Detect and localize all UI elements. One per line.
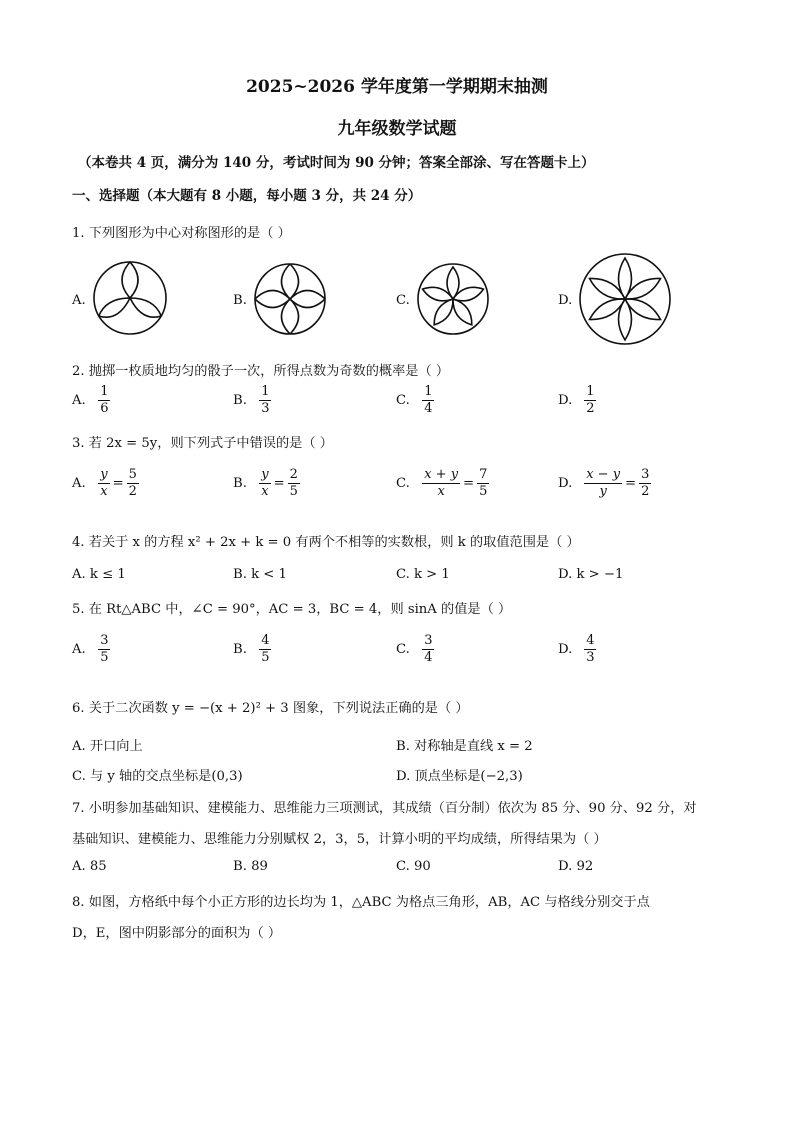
- numerator: x − y: [586, 467, 621, 482]
- left-fraction: [584, 468, 622, 498]
- q2-option-c: [396, 385, 434, 415]
- q7-option-c: C. 90: [396, 859, 431, 874]
- numerator: 1: [424, 384, 433, 399]
- q2-c-letter: C.: [396, 392, 410, 408]
- numerator: 2: [289, 467, 298, 482]
- question-4-text: 4. 若关于 x 的方程 x² + 2x + k = 0 有两个不相等的实数根，则 k 的取值范围是（ ）: [72, 535, 580, 550]
- exam-title: 2025~2026 学年度第一学期期末抽测: [246, 77, 548, 97]
- q6-option-c: C. 与 y 轴的交点坐标是(0,3): [72, 769, 243, 784]
- numerator: 3: [424, 633, 433, 648]
- q1-option-d-figure: [578, 252, 672, 346]
- q5-option-b: [233, 634, 271, 664]
- q5-d-fraction: [584, 634, 596, 664]
- q5-b-letter: B.: [233, 641, 247, 657]
- denominator: 5: [479, 483, 488, 499]
- denominator: 4: [424, 649, 433, 665]
- q4-option-a: A. k ≤ 1: [72, 567, 126, 582]
- q3-option-a: [72, 468, 139, 498]
- q2-option-d: [558, 385, 596, 415]
- numerator: 4: [261, 633, 270, 648]
- q5-option-c: [396, 634, 434, 664]
- question-8-line-1: 8. 如图，方格纸中每个小正方形的边长均为 1，△ABC 为格点三角形，AB，AC 与格线分别交于点: [72, 895, 650, 910]
- q2-b-letter: B.: [233, 392, 247, 408]
- numerator: x + y: [424, 467, 459, 482]
- left-fraction: [422, 468, 460, 498]
- numerator: 5: [128, 467, 137, 482]
- numerator: 1: [100, 384, 109, 399]
- denominator: 2: [586, 400, 595, 416]
- denominator: 5: [289, 483, 298, 499]
- question-3-text: 3. 若 2x = 5y，则下列式子中错误的是（ ）: [72, 436, 333, 451]
- q1-option-b-label: B.: [233, 293, 247, 308]
- question-1-text: 1. 下列图形为中心对称图形的是（ ）: [72, 226, 291, 241]
- q4-option-b: B. k < 1: [233, 567, 287, 582]
- q1-option-a-figure: [92, 260, 168, 336]
- numerator: 4: [586, 633, 595, 648]
- denominator: 6: [100, 400, 109, 416]
- question-6-text: 6. 关于二次函数 y = −(x + 2)² + 3 图象，下列说法正确的是（ ）: [72, 701, 469, 716]
- q2-option-b: [233, 385, 271, 415]
- exam-note: （本卷共 4 页，满分为 140 分，考试时间为 90 分钟；答案全部涂、写在答题卡上）: [78, 155, 595, 171]
- right-fraction: [639, 468, 651, 498]
- q3-option-d: [558, 468, 651, 498]
- equals-sign: =: [625, 475, 637, 491]
- q5-d-letter: D.: [558, 641, 573, 657]
- q7-option-a: A. 85: [72, 859, 107, 874]
- left-fraction: [259, 468, 270, 498]
- denominator: x: [261, 483, 269, 499]
- denominator: 4: [424, 400, 433, 416]
- q3-d-letter: D.: [558, 475, 573, 491]
- question-5-text: 5. 在 Rt△ABC 中，∠C = 90°，AC = 3，BC = 4，则 sinA 的值是（ ）: [72, 602, 512, 617]
- q5-c-fraction: [422, 634, 434, 664]
- q5-a-letter: A.: [72, 641, 86, 657]
- q1-option-d-label: D.: [558, 293, 573, 308]
- q2-a-letter: A.: [72, 392, 86, 408]
- q1-option-c-label: C.: [396, 293, 410, 308]
- q3-a-equation: [98, 468, 139, 498]
- denominator: x: [437, 483, 445, 499]
- equals-sign: =: [112, 475, 124, 491]
- q4-option-c: C. k > 1: [396, 567, 450, 582]
- right-fraction: [477, 468, 489, 498]
- denominator: 5: [100, 649, 109, 665]
- equals-sign: =: [463, 475, 475, 491]
- q2-d-letter: D.: [558, 392, 573, 408]
- equals-sign: =: [273, 475, 285, 491]
- q7-option-b: B. 89: [233, 859, 268, 874]
- section-heading: 一、选择题（本大题有 8 小题，每小题 3 分，共 24 分）: [72, 188, 422, 204]
- q3-option-b: [233, 468, 300, 498]
- q3-c-equation: [422, 468, 489, 498]
- q1-option-b-figure: [253, 262, 327, 336]
- q5-option-d: [558, 634, 596, 664]
- denominator: 2: [641, 483, 650, 499]
- q3-c-letter: C.: [396, 475, 410, 491]
- q6-option-b: B. 对称轴是直线 x = 2: [396, 739, 533, 754]
- question-7-line-1: 7. 小明参加基础知识、建模能力、思维能力三项测试，其成绩（百分制）依次为 85 分、90 分、92 分，对: [72, 801, 697, 816]
- numerator: 3: [641, 467, 650, 482]
- q1-option-a-label: A.: [72, 293, 86, 308]
- q6-option-a: A. 开口向上: [72, 739, 143, 754]
- numerator: 1: [261, 384, 270, 399]
- q7-option-d: D. 92: [558, 859, 594, 874]
- q3-a-letter: A.: [72, 475, 86, 491]
- q1-option-c-figure: [416, 262, 490, 336]
- q3-b-letter: B.: [233, 475, 247, 491]
- q2-c-fraction: [422, 385, 434, 415]
- q2-b-fraction: [259, 385, 271, 415]
- denominator: 3: [586, 649, 595, 665]
- q5-b-fraction: [259, 634, 271, 664]
- q5-a-fraction: [98, 634, 110, 664]
- left-fraction: [98, 468, 109, 498]
- q3-b-equation: [259, 468, 300, 498]
- denominator: 3: [261, 400, 270, 416]
- numerator: y: [100, 467, 108, 482]
- exam-subtitle: 九年级数学试题: [337, 119, 457, 139]
- denominator: 5: [261, 649, 270, 665]
- denominator: 2: [128, 483, 137, 499]
- numerator: 1: [586, 384, 595, 399]
- right-fraction: [288, 468, 300, 498]
- question-7-line-2: 基础知识、建模能力、思维能力分别赋权 2，3，5，计算小明的平均成绩，所得结果为（ ）: [72, 832, 607, 847]
- q6-option-d: D. 顶点坐标是(−2,3): [396, 769, 523, 784]
- q2-option-a: [72, 385, 110, 415]
- numerator: y: [261, 467, 269, 482]
- denominator: x: [100, 483, 108, 499]
- numerator: 3: [100, 633, 109, 648]
- right-fraction: [127, 468, 139, 498]
- q2-a-fraction: [98, 385, 110, 415]
- q4-option-d: D. k > −1: [558, 567, 624, 582]
- q5-c-letter: C.: [396, 641, 410, 657]
- question-2-text: 2. 抛掷一枚质地均匀的骰子一次，所得点数为奇数的概率是（ ）: [72, 364, 450, 379]
- denominator: y: [599, 483, 607, 499]
- q3-d-equation: [584, 468, 651, 498]
- q3-option-c: [396, 468, 489, 498]
- numerator: 7: [479, 467, 488, 482]
- question-8-line-2: D，E，图中阴影部分的面积为（ ）: [72, 926, 282, 941]
- q5-option-a: [72, 634, 110, 664]
- q2-d-fraction: [584, 385, 596, 415]
